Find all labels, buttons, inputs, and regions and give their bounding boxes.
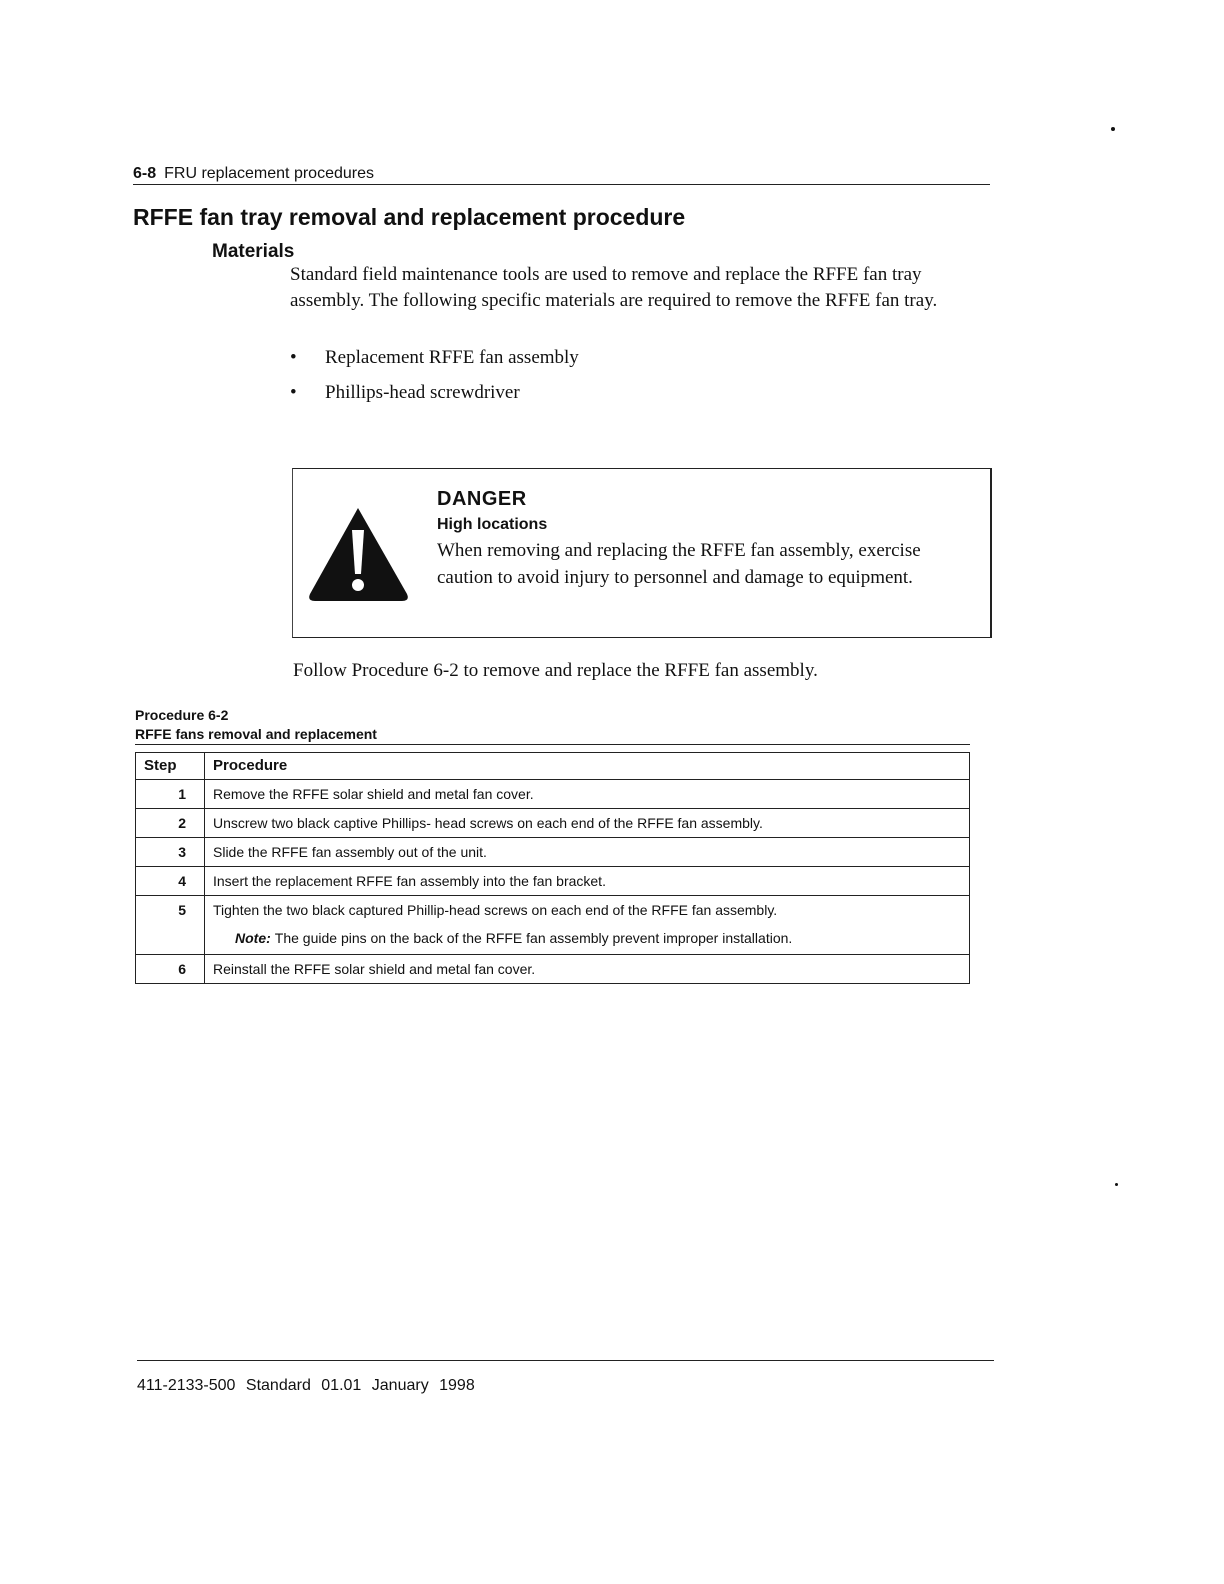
header-rule: [133, 184, 990, 185]
note-label: Note:: [235, 930, 271, 946]
list-item-label: Replacement RFFE fan assembly: [325, 347, 579, 368]
step-text: Slide the RFFE fan assembly out of the unit.: [205, 838, 970, 867]
bullet-icon: •: [290, 347, 297, 368]
footer-text: 411-2133-500 Standard 01.01 January 1998: [137, 1377, 475, 1394]
column-header-procedure: Procedure: [205, 753, 970, 780]
step-number: 1: [136, 780, 205, 809]
list-item: [290, 380, 579, 415]
step-text: Tighten the two black captured Phillip-head screws on each end of the RFFE fan assembly.: [213, 902, 778, 918]
footer-rule: [137, 1360, 994, 1361]
step-text: Unscrew two black captive Phillips- head screws on each end of the RFFE fan assembly.: [205, 809, 970, 838]
step-number: 3: [136, 838, 205, 867]
materials-list: [290, 345, 579, 415]
list-item-label: Phillips-head screwdriver: [325, 382, 520, 403]
section-name: FRU replacement procedures: [164, 165, 374, 182]
danger-text: When removing and replacing the RFFE fan assembly, exercise caution to avoid injury to personnel and damage to equipment.: [437, 540, 921, 588]
table-row: [136, 955, 970, 984]
step-number: 6: [136, 955, 205, 984]
step-text: Remove the RFFE solar shield and metal fan cover.: [205, 780, 970, 809]
step-cell: [205, 896, 970, 955]
page-number: 6-8: [133, 165, 157, 182]
table-row: [136, 867, 970, 896]
warning-triangle-icon: [306, 504, 411, 604]
procedure-table: [135, 752, 970, 984]
table-row: [136, 838, 970, 867]
scan-speck: [1115, 1183, 1118, 1186]
step-number: 4: [136, 867, 205, 896]
scan-speck: [1111, 127, 1115, 131]
step-text: Reinstall the RFFE solar shield and metal fan cover.: [205, 955, 970, 984]
bullet-icon: •: [290, 382, 297, 403]
danger-subtitle: High locations: [437, 516, 548, 533]
step-note: [235, 926, 961, 950]
procedure-rule: [135, 744, 970, 745]
note-text: The guide pins on the back of the RFFE fan assembly prevent improper installation.: [274, 930, 793, 946]
step-number: 2: [136, 809, 205, 838]
list-item: [290, 345, 579, 380]
materials-intro: Standard field maintenance tools are used to remove and replace the RFFE fan tray assembly. The following specific materials are required to remove the RFFE fan tray.: [290, 264, 938, 311]
page-title: RFFE fan tray removal and replacement procedure: [133, 204, 686, 230]
procedure-label: Procedure 6-2: [135, 707, 229, 723]
table-row: [136, 896, 970, 955]
column-header-step: Step: [136, 753, 205, 780]
table-row: [136, 780, 970, 809]
danger-label: DANGER: [437, 488, 527, 510]
table-row: [136, 809, 970, 838]
procedure-title: RFFE fans removal and replacement: [135, 726, 377, 742]
running-header: [133, 165, 374, 183]
step-number: 5: [136, 896, 205, 955]
follow-instruction: Follow Procedure 6-2 to remove and replace the RFFE fan assembly.: [293, 660, 818, 681]
step-text: Insert the replacement RFFE fan assembly into the fan bracket.: [205, 867, 970, 896]
materials-heading: Materials: [212, 241, 295, 262]
table-header-row: [136, 753, 970, 780]
